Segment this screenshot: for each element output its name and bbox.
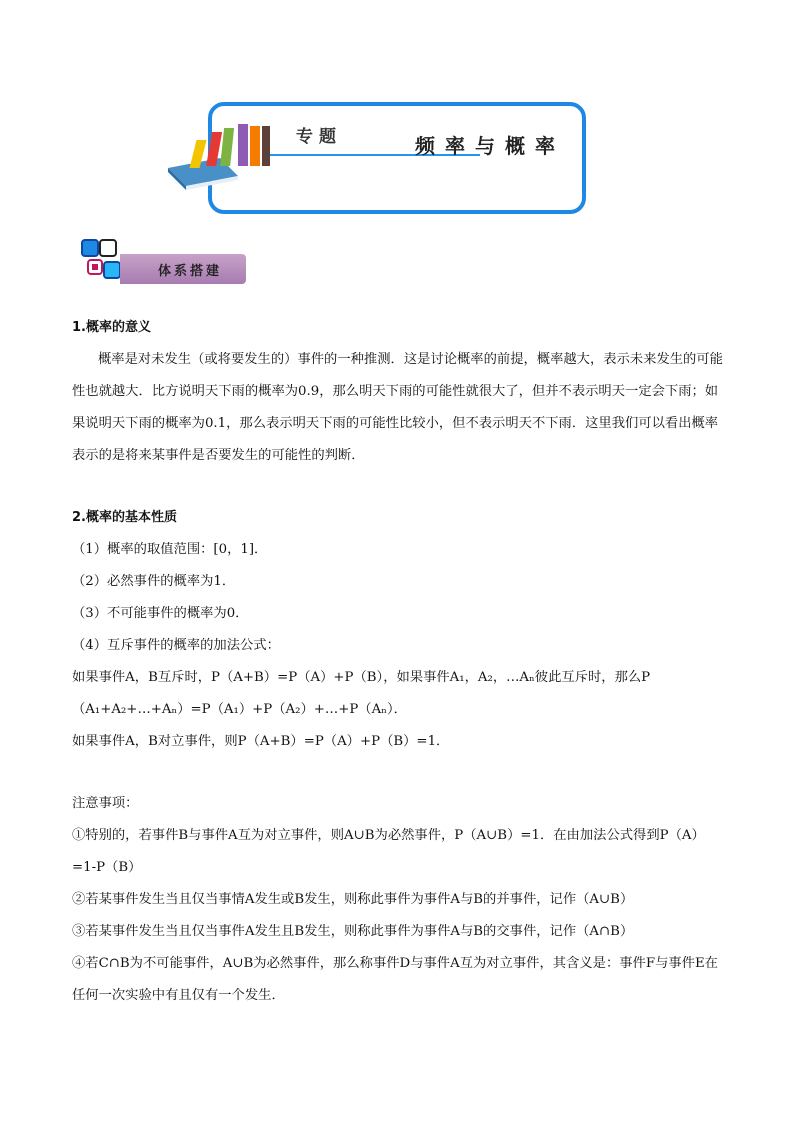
banner-title: 频率与概率 [415,134,565,158]
document-body [72,312,728,1012]
property-item: （1）概率的取值范围：[0，1]． [72,542,268,557]
banner-subtitle: 专题 [296,127,342,147]
section-tab [120,254,246,284]
paragraph-probability-meaning: 概率是对未发生（或将要发生的）事件的一种推测．这是讨论概率的前提，概率越大，表示未来发生的可能性也就越大．比方说明天下雨的概率为0.9，那么明天下雨的可能性就很大了，但并不表示明天一定会下雨；如果说明天下雨的概率为0.1，那么表示明天下雨的可能性比较小，但不表示明天不下雨．这里我们可以看出概率表示的是将来某事件是否要发生的可能性的判断． [72,352,723,463]
books-icon [160,110,280,190]
notes-heading: 注意事项： [72,796,139,811]
property-item: （4）互斥事件的概率的加法公式： [72,638,280,653]
note-item: ②若某事件发生当且仅当事情A发生或B发生，则称此事件为事件A与B的并事件，记作（A∪B） [72,892,634,907]
property-item: （2）必然事件的概率为1． [72,574,236,589]
topic-banner [160,100,586,212]
note-item: ④若C∩B为不可能事件，A∪B为必然事件，那么称事件D与事件A互为对立事件，其含义是：事件F与事件E在任何一次实验中有且仅有一个发生． [72,956,718,1003]
formula-complementary: 如果事件A，B对立事件，则P（A+B）=P（A）+P（B）=1． [72,734,450,749]
note-item: ①特别的，若事件B与事件A互为对立事件，则A∪B为必然事件，P（A∪B）=1．在由加法公式得到P（A）=1-P（B） [72,828,705,875]
section-label: 体系搭建 [158,264,223,279]
heading-basic-properties: 2.概率的基本性质 [72,510,177,525]
property-item: （3）不可能事件的概率为0． [72,606,249,621]
formula-mutually-exclusive: 如果事件A，B互斥时，P（A+B）=P（A）+P（B），如果事件A₁，A₂，…Aₙ彼此互斥时，那么P（A₁+A₂+…+Aₙ）=P（A₁）+P（A₂）+…+P（Aₙ）． [72,670,651,717]
note-item: ③若某事件发生当且仅当事件A发生且B发生，则称此事件为事件A与B的交事件，记作（A∩B） [72,924,634,939]
heading-probability-meaning: 1.概率的意义 [72,320,151,335]
